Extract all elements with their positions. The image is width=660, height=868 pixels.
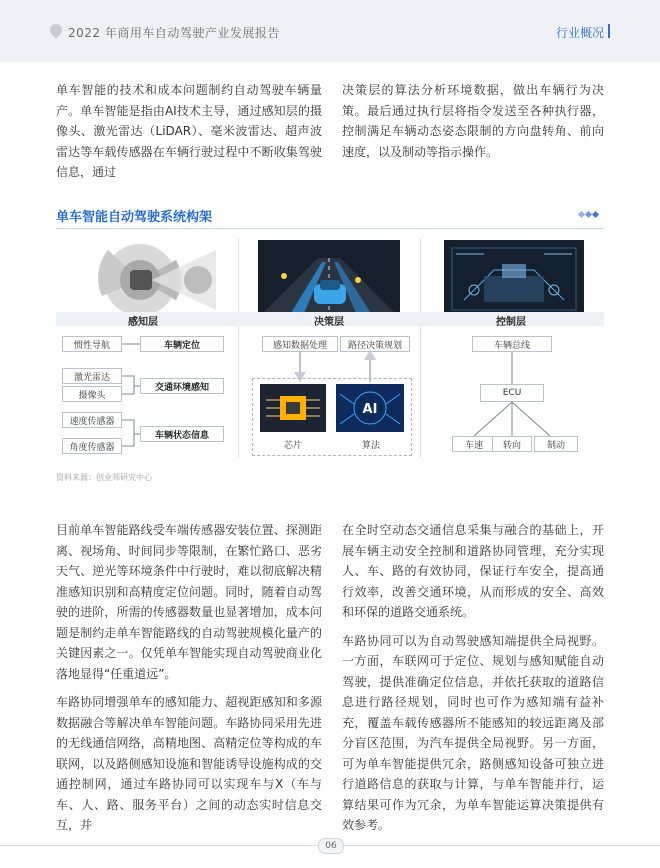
paragraph: 车路协同增强单车的感知能力、超视距感知和多源数据融合等解决单车智能问题。车路协同采用先进的无线通信网络，高精地图、高精定位等构成的车联网，以及路侧感知设施和智能诱导设施构成的交通控制网，通过车路协同可以实现车与X（车与车、人、路、服务平台）之间的动态实时信息交互，并 [56,695,322,832]
input-box: 摄像头 [62,386,122,402]
page-number: 06 [318,838,344,854]
input-box: 角度传感器 [62,438,122,454]
input-box: 激光雷达 [62,368,122,384]
paragraph: 车路协同可以为自动驾驶感知端提供全局视野。一方面，车联网可于定位、规划与感知赋能自动驾驶，提供准确定位信息，并依托获取的道路信息进行路径规划，同时也可作为感知端有益补充，覆盖车载传感器所不能感知的较远距离及部分盲区范围，为汽车提供全局视野。另一方面，可为单车智能提供冗余，路侧感知设备可独立进行道路信息的获取与计算，与单车智能并行，运算结果可作为冗余，为单车智能运算决策提供有效参考。 [342,633,604,832]
figure-divider [56,228,604,229]
bottom-left-column [56,520,322,836]
footer-line-right [342,845,660,846]
chip-icon [260,384,326,432]
logo-icon [50,24,62,38]
algorithm-label: 算法 [362,441,381,451]
ai-badge-text: AI [362,402,378,417]
decorative-dots-icon [578,211,600,219]
bottom-right-column [342,520,604,836]
layer-perception: 感知层 [128,317,158,328]
paragraph: 决策层的算法分析环境数据，做出车辆行为决策。最后通过执行层将指令发送至各种执行器，控制满足车辆动态姿态限制的方向盘转角、前向速度，以及制动等指示操作。 [342,83,604,159]
control-output-box: 制动 [534,436,578,452]
page-header [0,0,660,62]
footer-line-left [0,845,318,846]
architecture-diagram [56,232,604,462]
control-output-box: 转向 [492,436,532,452]
top-right-column [342,80,604,162]
decision-box: 感知数据处理 [262,336,338,352]
layer-control: 控制层 [496,317,526,328]
vehicle-bus-box: 车辆总线 [472,336,552,352]
section-marker [608,24,610,38]
figure-source: 资料来源：创业邦研究中心 [56,473,152,482]
figure-title: 单车智能自动驾驶系统构架 [56,210,213,225]
control-output-box: 车速 [452,436,496,452]
output-box: 车辆定位 [140,336,224,352]
layer-decision: 决策层 [314,317,344,328]
chip-label: 芯片 [284,441,303,451]
ai-algorithm-icon [336,384,404,432]
ecu-box: ECU [480,384,544,402]
report-title: 2022 年商用车自动驾驶产业发展报告 [68,26,280,40]
top-left-column [56,80,322,183]
output-box: 交通环境感知 [140,378,224,394]
section-title: 行业概况 [555,26,604,40]
paragraph: 目前单车智能路线受车端传感器安装位置、探测距离、视场角、时间同步等限制，在繁忙路口、恶劣天气、逆光等环境条件中行驶时，难以彻底解决精准感知识别和高精度定位问题。同时，随着自动驾驶的进阶，所需的传感器数量也显著增加，成本问题是制约走单车智能路线的自动驾驶规模化量产的关键因素之一。仅凭单车智能实现自动驾驶商业化落地显得“任重道远”。 [56,523,322,681]
decision-box: 路径决策规划 [340,336,410,352]
output-box: 车辆状态信息 [140,426,224,442]
input-box: 惯性导航 [62,336,122,352]
input-box: 速度传感器 [62,412,122,428]
paragraph: 在全时空动态交通信息采集与融合的基础上，开展车辆主动安全控制和道路协同管理，充分实现人、车、路的有效协同，保证行车安全，提高通行效率，改善交通环境，从而形成的安全、高效和环保的道路交通系统。 [342,523,604,619]
paragraph: 单车智能的技术和成本问题制约自动驾驶车辆量产。单车智能是指由AI技术主导，通过感知层的摄像头、激光雷达（LiDAR）、毫米波雷达、超声波雷达等车载传感器在车辆行驶过程中不断收集驾驶信息，通过 [56,83,322,179]
